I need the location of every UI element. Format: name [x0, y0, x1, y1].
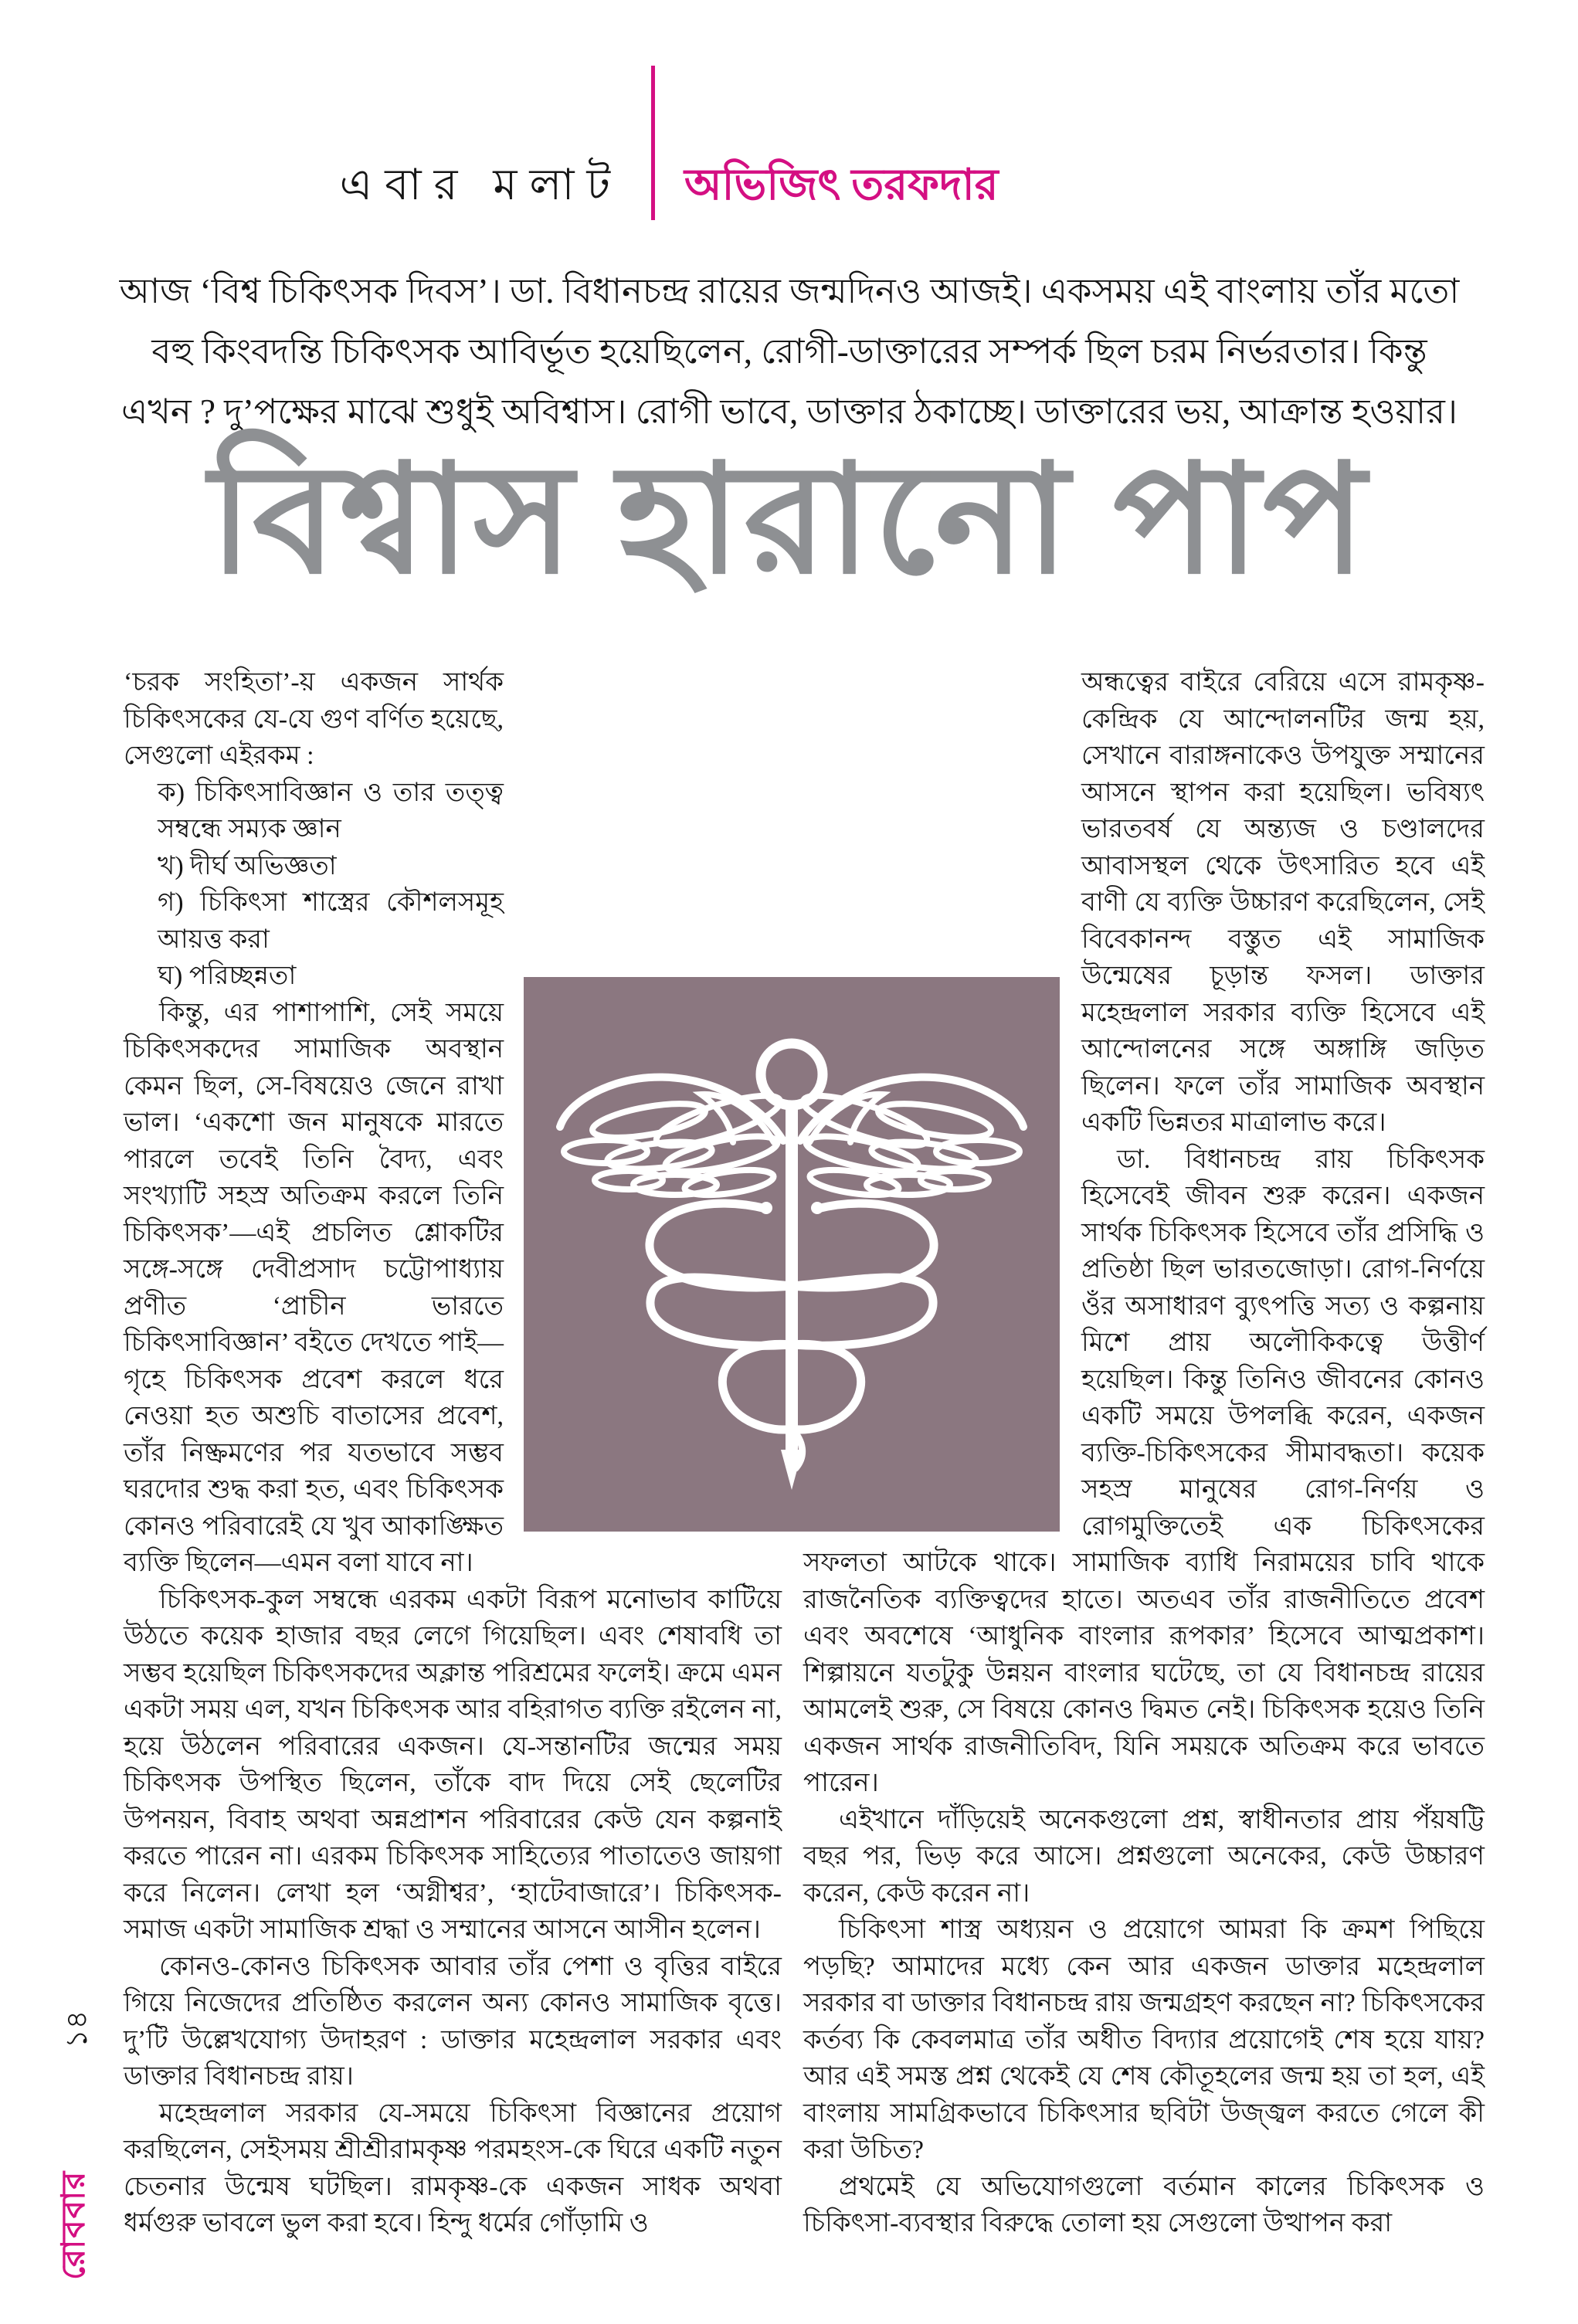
list-item: ঘ) পরিচ্ছন্নতা	[158, 962, 297, 990]
body-paragraph: ডা. বিধানচন্দ্র রায় চিকিৎসক হিসেবেই জীবন শুরু করেন। একজন সার্থক চিকিৎসক হিসেবে তাঁর প্রসিদ্ধি ও প্রতিষ্ঠা ছিল ভারতজোড়া। রোগ-নির্ণয়ে ওঁর অসাধারণ ব্যুৎপত্তি সত্য ও কল্পনায় মিশে প্রায় অলৌকিকত্বে উত্তীর্ণ হয়েছিল। কিন্তু তিনিও জীবনের কোনও একটি সময়ে উপলব্ধি করেন, একজন ব্যক্তি-চিকিৎসকের সীমাবদ্ধতা। কয়েক সহস্র মানুষের রোগ-নির্ণয় ও রোগমুক্তিতেই এক চিকিৎসকের সফলতা আটকে থাকে। সামাজিক ব্যাধি নিরাময়ের চাবি থাকে রাজনৈতিক ব্যক্তিত্বদের হাতে। অতএব তাঁর রাজনীতিতে প্রবেশ এবং অবশেষে ‘আধুনিক বাংলার রূপকার’ হিসেবে আত্মপ্রকাশ। শিল্পায়নে যতটুকু উন্নয়ন বাংলার ঘটেছে, তা যে বিধানচন্দ্র রায়ের আমলেই শুরু, সে বিষয়ে কোনও দ্বিমত নেই। চিকিৎসক হয়েও তিনি একজন সার্থক রাজনীতিবিদ, যিনি সময়কে অতিক্রম করে ভাবতে পারেন।	[803, 1145, 1485, 1797]
section-title: এবার মলাট	[339, 161, 623, 209]
list-item: খ) দীর্ঘ অভিজ্ঞতা	[158, 851, 337, 880]
body-paragraph: কোনও-কোনও চিকিৎসক আবার তাঁর পেশা ও বৃত্তির বাইরে গিয়ে নিজেদের প্রতিষ্ঠিত করলেন অন্য কোনও সামাজিক বৃত্তে। দু’টি উল্লেখযোগ্য উদাহরণ : ডাক্তার মহেন্দ্রলাল সরকার এবং ডাক্তার বিধানচন্দ্র রায়।	[124, 1952, 782, 2091]
body-paragraph: ‘চরক সংহিতা’-য় একজন সার্থক চিকিৎসকের যে-যে গুণ বর্ণিত হয়েছে, সেগুলো এইরকম :	[124, 668, 504, 770]
author-name: অভিজিৎ তরফদার	[684, 161, 999, 209]
magazine-brand: রোববার	[56, 2170, 92, 2280]
list-item: ক) চিকিৎসাবিজ্ঞান ও তার তত্ত্ব সম্বন্ধে সম্যক জ্ঞান	[158, 778, 504, 843]
body-paragraph: কিন্তু, এর পাশাপাশি, সেই সময়ে চিকিৎসকদের সামাজিক অবস্থান কেমন ছিল, সে-বিষয়েও জেনে রাখা ভাল। ‘একশো জন মানুষকে মারতে পারলে তবেই তিনি বৈদ্য, এবং সংখ্যাটি সহস্র অতিক্রম করলে তিনি চিকিৎসক’—এই প্রচলিত শ্লোকটির সঙ্গে-সঙ্গে দেবীপ্রসাদ চট্টোপাধ্যায় প্রণীত ‘প্রাচীন ভারতে চিকিৎসাবিজ্ঞান’ বইতে দেখতে পাই—গৃহে চিকিৎসক প্রবেশ করলে ধরে নেওয়া হত অশুচি বাতাসের প্রবেশ, তাঁর নিষ্ক্রমণের পর যতভাবে সম্ভব ঘরদোর শুদ্ধ করা হত, এবং চিকিৎসক কোনও পরিবারেই যে খুব আকাঙ্ক্ষিত ব্যক্তি ছিলেন—এমন বলা যাবে না।	[124, 998, 504, 1577]
headline: বিশ্বাস হারানো পাপ	[209, 437, 1369, 605]
list-item: গ) চিকিৎসা শাস্ত্রের কৌশলসমূহ আয়ত্ত করা	[158, 888, 504, 954]
masthead	[0, 151, 1578, 221]
page-number: ১৪	[61, 2010, 93, 2048]
body-paragraph: অন্ধত্বের বাইরে বেরিয়ে এসে রামকৃষ্ণ-কেন্দ্রিক যে আন্দোলনটির জন্ম হয়, সেখানে বারাঙ্গনাকেও উপযুক্ত সম্মানের আসনে স্থাপন করা হয়েছিল। ভবিষ্যৎ ভারতবর্ষ যে অন্ত্যজ ও চণ্ডালদের আবাসস্থল থেকে উৎসারিত হবে এই বাণী যে ব্যক্তি উচ্চারণ করেছিলেন, সেই বিবেকানন্দ বস্তুত এই সামাজিক উন্মেষের চূড়ান্ত ফসল। ডাক্তার মহেন্দ্রলাল সরকার ব্যক্তি হিসেবে এই আন্দোলনের সঙ্গে অঙ্গাঙ্গি জড়িত ছিলেন। ফলে তাঁর সামাজিক অবস্থান একটি ভিন্নতর মাত্রালাভ করে।	[1081, 668, 1485, 1137]
body-paragraph: চিকিৎসা শাস্ত্র অধ্যয়ন ও প্রয়োগে আমরা কি ক্রমশ পিছিয়ে পড়ছি? আমাদের মধ্যে কেন আর একজন ডাক্তার মহেন্দ্রলাল সরকার বা ডাক্তার বিধানচন্দ্র রায় জন্মগ্রহণ করছেন না? চিকিৎসকের কর্তব্য কি কেবলমাত্র তাঁর অধীত বিদ্যার প্রয়োগেই শেষ হয়ে যায়? আর এই সমস্ত প্রশ্ন থেকেই যে শেষ কৌতূহলের জন্ম হয় তা হল, এই বাংলায় সামগ্রিকভাবে চিকিৎসার ছবিটা উজ্জ্বল করতে গেলে কী করা উচিত?	[803, 1915, 1485, 2164]
body-paragraph: এইখানে দাঁড়িয়েই অনেকগুলো প্রশ্ন, স্বাধীনতার প্রায় পঁয়ষট্টি বছর পর, ভিড় করে আসে। প্রশ্নগুলো অনেকের, কেউ উচ্চারণ করেন, কেউ করেন না।	[803, 1805, 1485, 1908]
body-paragraph: চিকিৎসক-কুল সম্বন্ধে এরকম একটা বিরূপ মনোভাব কাটিয়ে উঠতে কয়েক হাজার বছর লেগে গিয়েছিল। এবং শেষাবধি তা সম্ভব হয়েছিল চিকিৎসকদের অক্লান্ত পরিশ্রমের ফলেই। ক্রমে এমন একটা সময় এল, যখন চিকিৎসক আর বহিরাগত ব্যক্তি রইলেন না, হয়ে উঠলেন পরিবারের একজন। যে-সন্তানটির জন্মের সময় চিকিৎসক উপস্থিত ছিলেন, তাঁকে বাদ দিয়ে সেই ছেলেটির উপনয়ন, বিবাহ অথবা অন্নপ্রাশন পরিবারের কেউ যেন কল্পনাই করতে পারেন না। এরকম চিকিৎসক সাহিত্যের পাতাতেও জায়গা করে নিলেন। লেখা হল ‘অগ্নীশ্বর’, ‘হাটেবাজারে’। চিকিৎসক-সমাজ একটা সামাজিক শ্রদ্ধা ও সম্মানের আসনে আসীন হলেন।	[124, 1585, 782, 1944]
lead-paragraph: আজ ‘বিশ্ব চিকিৎসক দিবস’। ডা. বিধানচন্দ্র রায়ের জন্মদিনও আজই। একসময় এই বাংলায় তাঁর মতো বহু কিংবদন্তি চিকিৎসক আবির্ভূত হয়েছিলেন, রোগী-ডাক্তারের সম্পর্ক ছিল চরম নির্ভরতার। কিন্তু এখন ? দু’পক্ষের মাঝে শুধুই অবিশ্বাস। রোগী ভাবে, ডাক্তার ঠকাচ্ছে। ডাক্তারের ভয়, আক্রান্ত হওয়ার।	[119, 272, 1460, 431]
body-paragraph: প্রথমেই যে অভিযোগগুলো বর্তমান কালের চিকিৎসক ও চিকিৎসা-ব্যবস্থার বিরুদ্ধে তোলা হয় সেগুলো উত্থাপন করা	[803, 2172, 1485, 2237]
caduceus-icon	[524, 977, 1060, 1532]
body-paragraph: মহেন্দ্রলাল সরকার যে-সময়ে চিকিৎসা বিজ্ঞানের প্রয়োগ করছিলেন, সেইসময় শ্রীশ্রীরামকৃষ্ণ পরমহংস-কে ঘিরে একটি নতুন চেতনার উন্মেষ ঘটছিল। রামকৃষ্ণ-কে একজন সাধক অথবা ধর্মগুরু ভাবলে ভুল করা হবে। হিন্দু ধর্মের গোঁড়ামি ও	[124, 2098, 782, 2237]
caduceus-artwork	[524, 977, 1060, 1532]
